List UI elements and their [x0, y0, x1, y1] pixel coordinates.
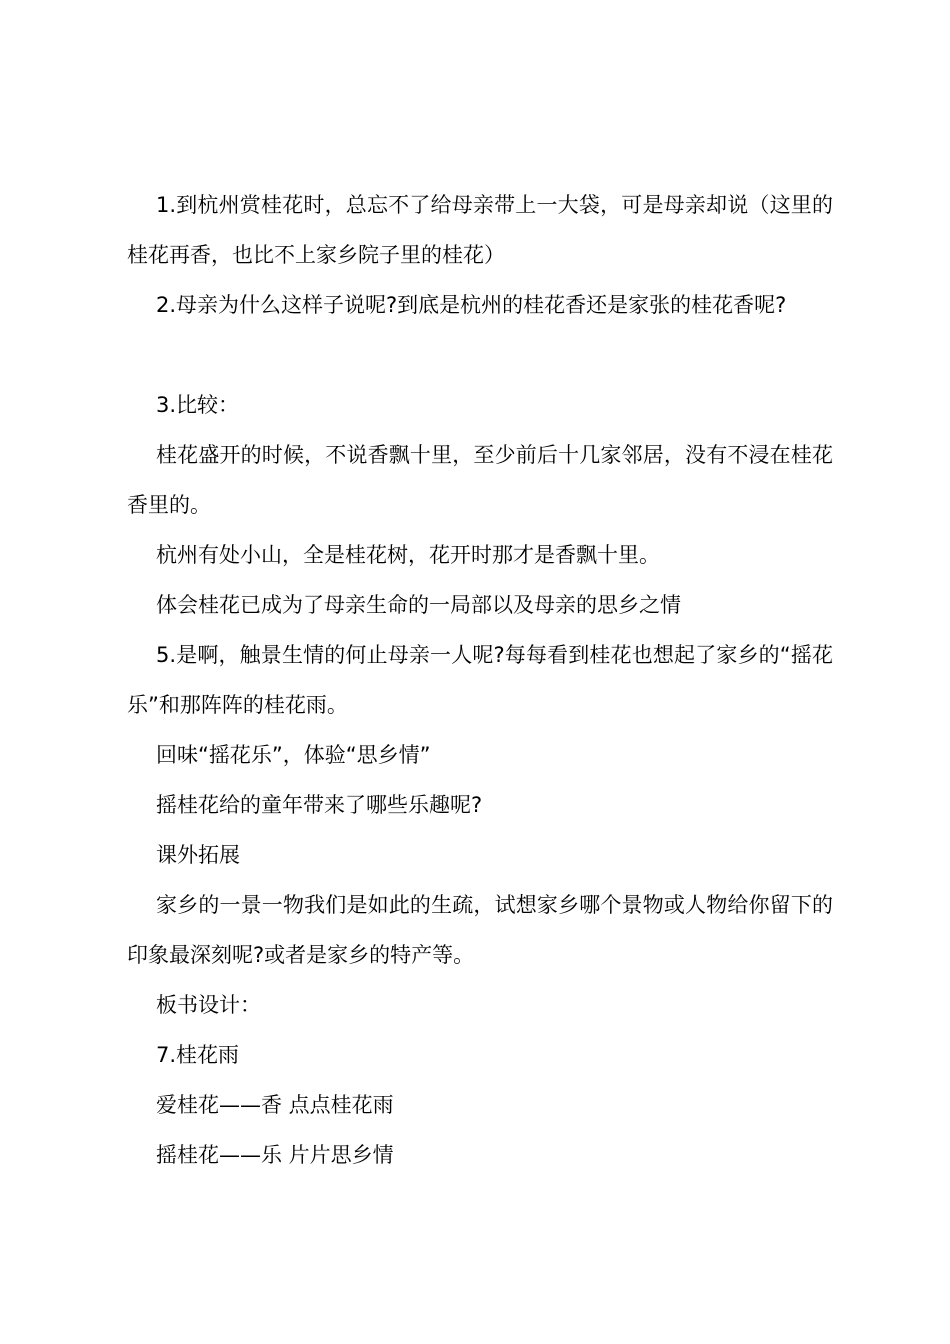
- section-heading-board-design: 板书设计：: [156, 993, 261, 1017]
- board-line-1: 爱桂花——香 点点桂花雨: [156, 1093, 394, 1117]
- paragraph-8: 回味“摇花乐”，体验“思乡情”: [156, 743, 431, 767]
- paragraph-2: 2.母亲为什么这样子说呢?到底是杭州的桂花香还是家张的桂花香呢?: [156, 293, 787, 317]
- paragraph-1: 1.到杭州赏桂花时，总忘不了给母亲带上一大袋，可是母亲却说（这里的桂花再香，也比不上家乡院子里的桂花）: [127, 193, 833, 267]
- paragraph-5: 杭州有处小山，全是桂花树，花开时那才是香飘十里。: [156, 543, 660, 567]
- blank-line: [127, 330, 833, 380]
- paragraph-10: 家乡的一景一物我们是如此的生疏，试想家乡哪个景物或人物给你留下的印象最深刻呢?或者是家乡的特产等。: [127, 893, 833, 967]
- board-line-2: 摇桂花——乐 片片思乡情: [156, 1143, 394, 1167]
- paragraph-6: 体会桂花已成为了母亲生命的一局部以及母亲的思乡之情: [156, 593, 681, 617]
- paragraph-9: 摇桂花给的童年带来了哪些乐趣呢?: [156, 793, 483, 817]
- paragraph-3: 3.比较：: [156, 393, 240, 417]
- section-heading-extension: 课外拓展: [156, 843, 240, 867]
- paragraph-7: 5.是啊，触景生情的何止母亲一人呢?每每看到桂花也想起了家乡的“摇花乐”和那阵阵的桂花雨。: [127, 643, 833, 717]
- board-title: 7.桂花雨: [156, 1043, 240, 1067]
- document-page: [127, 180, 833, 1180]
- paragraph-4: 桂花盛开的时候，不说香飘十里，至少前后十几家邻居，没有不浸在桂花香里的。: [127, 443, 833, 517]
